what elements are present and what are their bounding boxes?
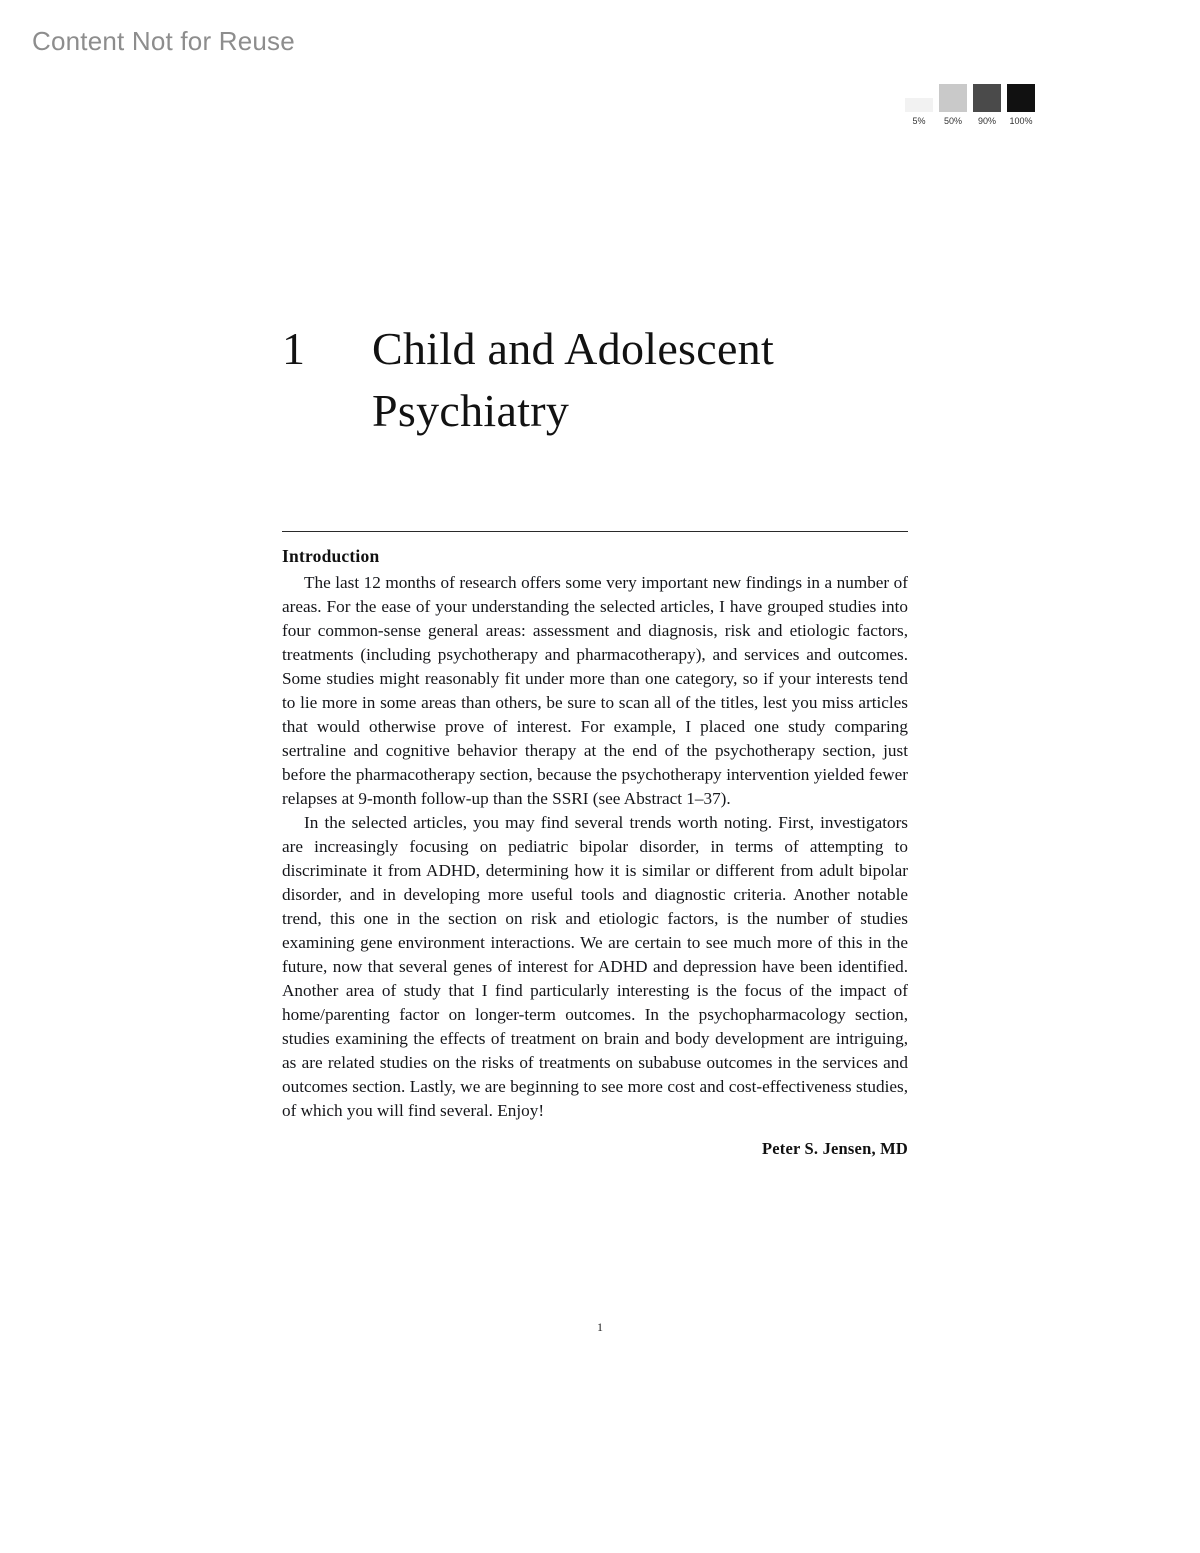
- body-column: [282, 546, 908, 1159]
- swatch-color-50: [939, 84, 967, 112]
- author-byline: Peter S. Jensen, MD: [761, 1138, 908, 1158]
- chapter-number: 1: [282, 323, 305, 374]
- swatch-color-5: [905, 98, 933, 112]
- calibration-swatch-90: [973, 84, 1001, 126]
- swatch-label-100: 100%: [1009, 116, 1033, 126]
- swatch-color-100: [1007, 84, 1035, 112]
- swatch-label-5: 5%: [912, 116, 926, 126]
- chapter-title: Child and Adolescent Psychiatry: [372, 323, 775, 437]
- calibration-swatch-50: [939, 84, 967, 126]
- chapter-heading: [282, 318, 922, 442]
- swatch-label-50: 50%: [943, 116, 962, 126]
- swatch-color-90: [973, 84, 1001, 112]
- swatch-label-90: 90%: [977, 116, 996, 126]
- grayscale-calibration-strip: [905, 84, 1035, 126]
- calibration-swatch-5: [905, 98, 933, 126]
- paragraph-2: In the selected articles, you may find several trends worth noting. First, investigators are increasingly focusing on pediatric bipolar disorder, in terms of attempting to discriminate it from ADHD, determining how it is similar or different from adult bipolar disorder, and in developing more useful tools and diagnostic criteria. Another notable trend, this one in the section on risk and etiologic factors, is the number of studies examining gene environment interactions. We are certain to see much more of this in the future, now that several genes of interest for ADHD and depression have been identified. Another area of study that I find particularly interesting is the focus of the impact of home/parenting factor on longer-term outcomes. In the psychopharmacology section, studies examining the effects of treatment on brain and body development are intriguing, as are related studies on the risks of treatments on subabuse outcomes in the services and outcomes section. Lastly, we are beginning to see more cost and cost-effectiveness studies, of which you will find several. Enjoy!: [282, 812, 908, 1120]
- paragraph-1: The last 12 months of research offers some very important new findings in a number of areas. For the ease of your understanding the selected articles, I have grouped studies into four common-sense general areas: assessment and diagnosis, risk and etiologic factors, treatments (including psychotherapy and pharmacotherapy), and services and outcomes. Some studies might reasonably fit under more than one category, so if your interests tend to lie more in some areas than others, be sure to scan all of the titles, lest you miss articles that would otherwise prove of interest. For example, I placed one study comparing sertraline and cognitive behavior therapy at the end of the psychotherapy section, just before the pharmacotherapy section, because the psychotherapy intervention yielded fewer relapses at 9-month follow-up than the SSRI (see Abstract 1–37).: [282, 573, 908, 808]
- page-number-folio: 1: [597, 1320, 603, 1334]
- horizontal-rule: [282, 531, 908, 532]
- section-heading-introduction: Introduction: [282, 546, 380, 566]
- calibration-swatch-100: [1007, 84, 1035, 126]
- watermark-text: Content Not for Reuse: [32, 26, 295, 56]
